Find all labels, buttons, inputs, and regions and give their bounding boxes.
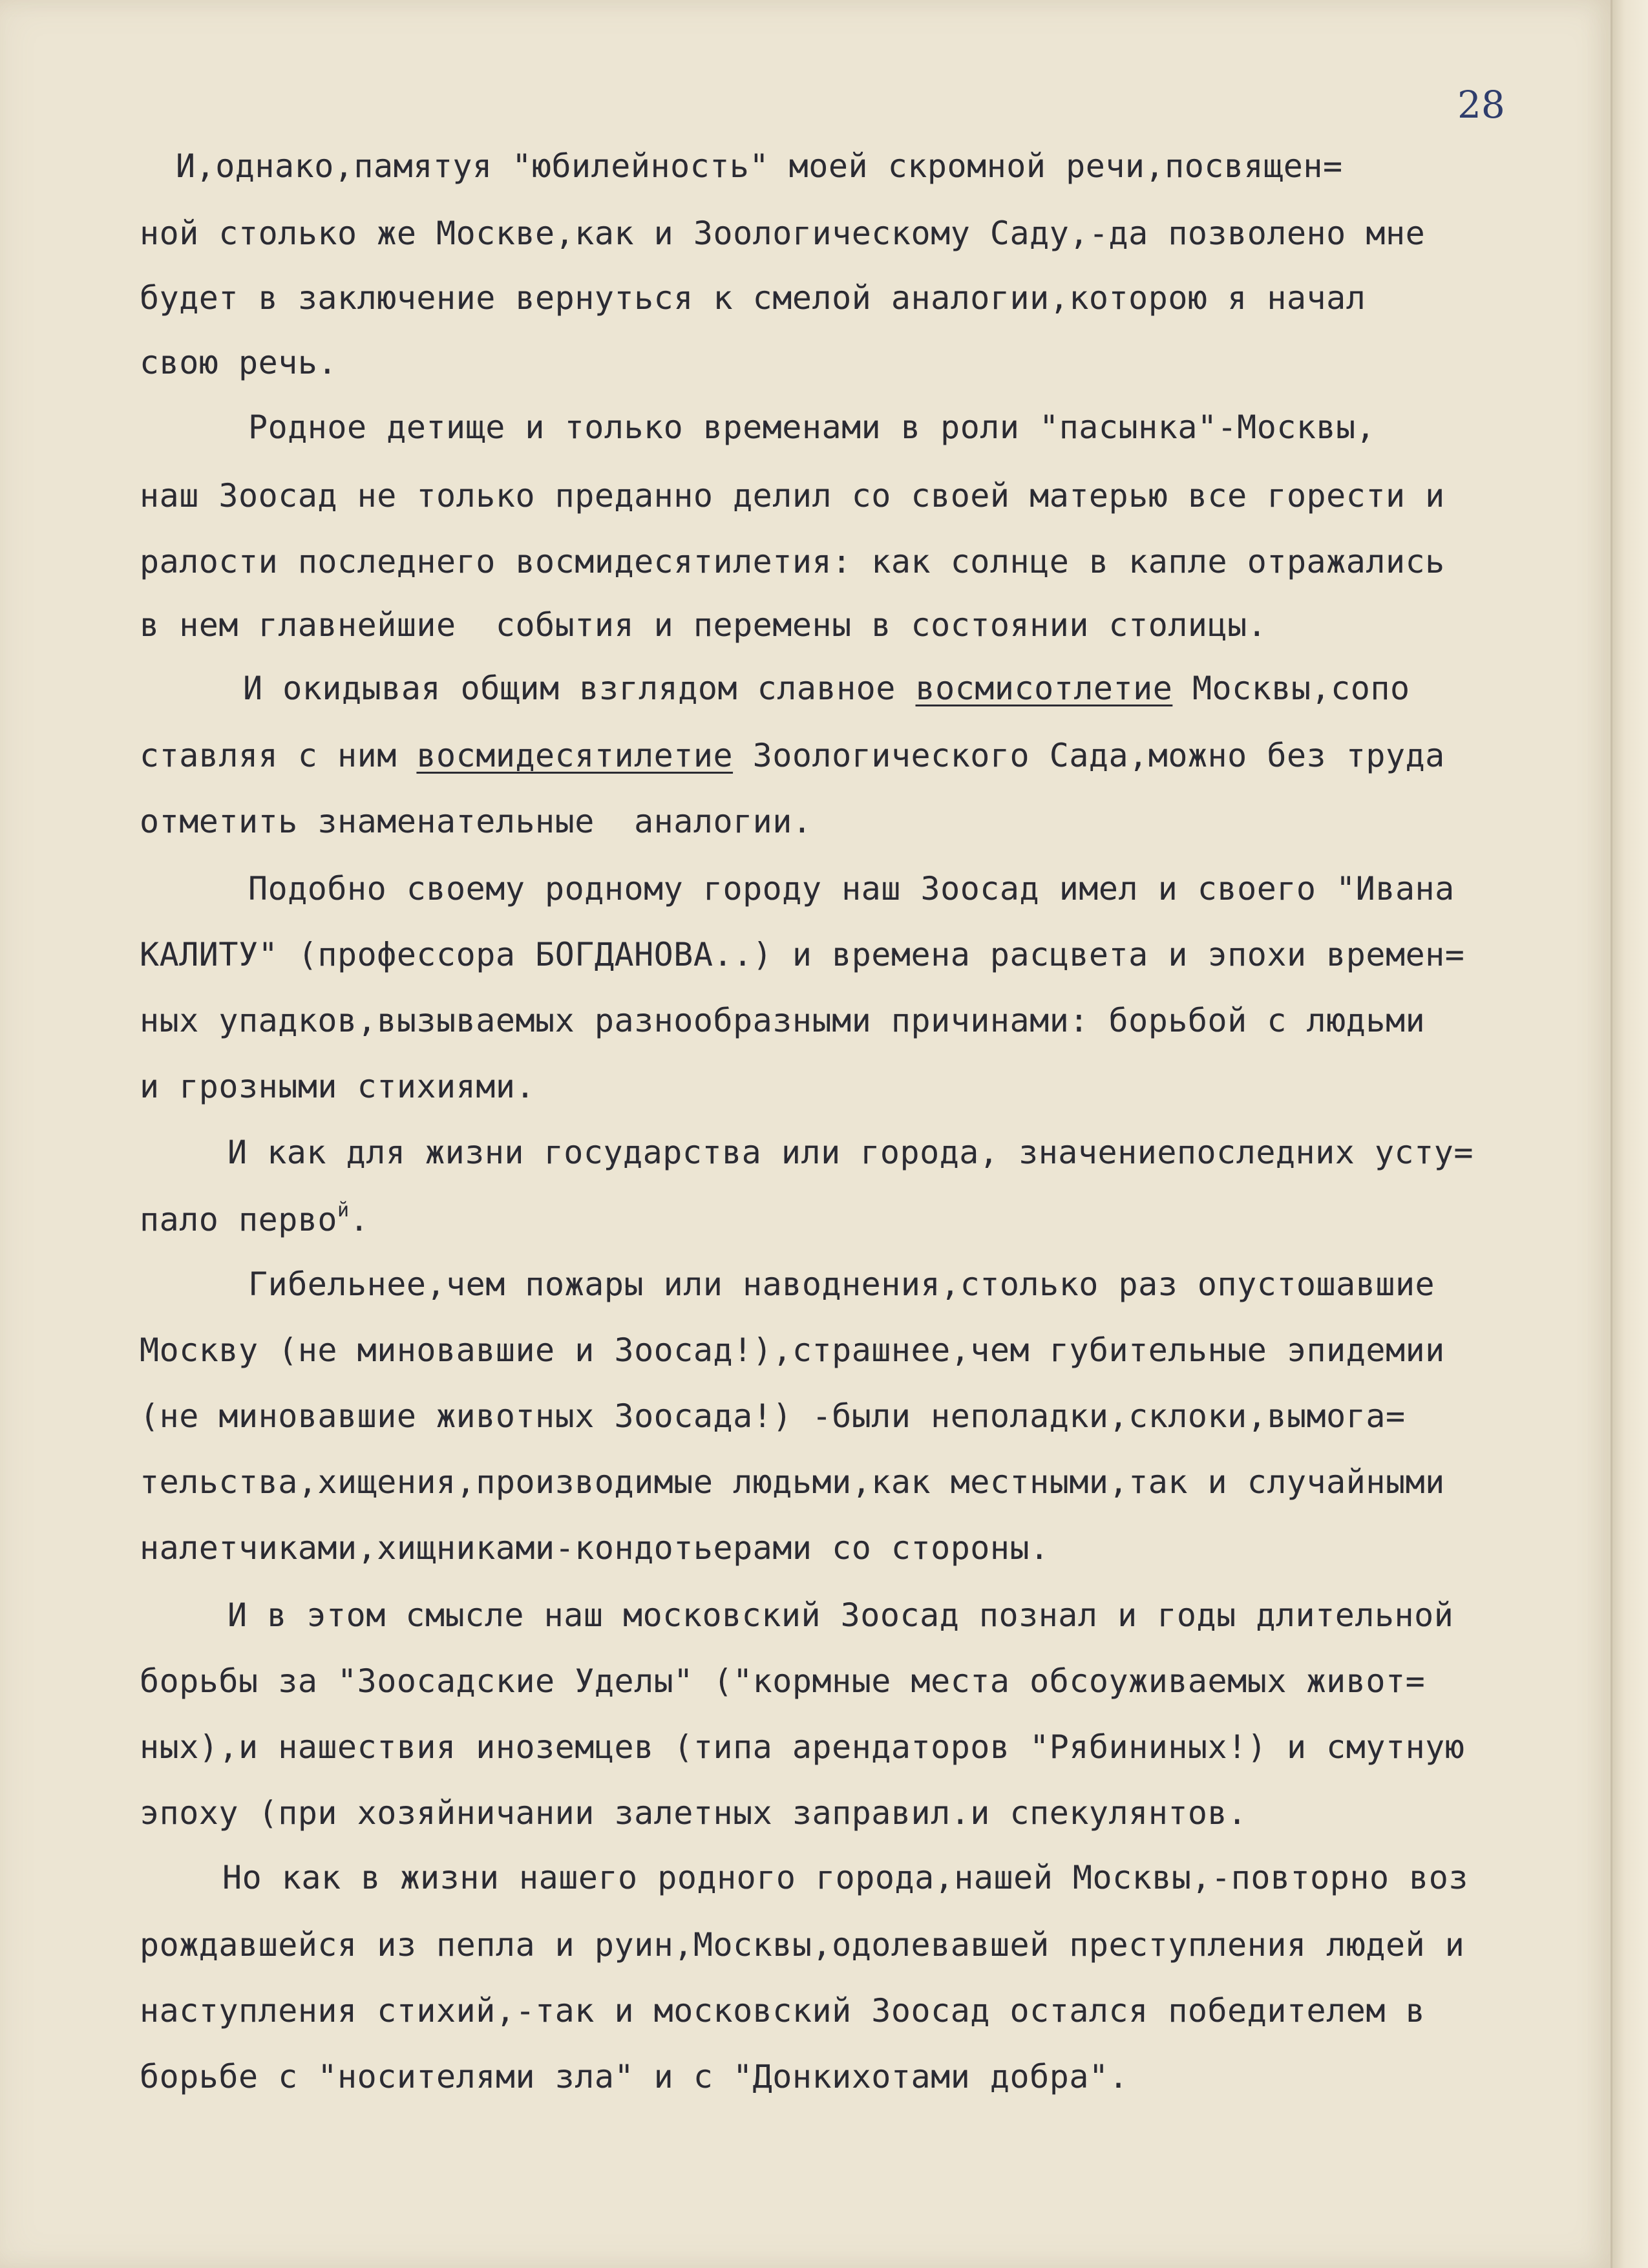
text-line: Гибельнее,чем пожары или наводнения,столько раз опустошавшие: [248, 1266, 1435, 1303]
text-line: Родное детище и только временами в роли "пасынка"-Москвы,: [248, 408, 1376, 446]
text-line: борьбе с "носителями зла" и с "Донкихотами добра".: [140, 2058, 1129, 2095]
text-segment: ставляя с ним: [140, 737, 417, 774]
text-line: ной столько же Москве,как и Зоологическому Саду,-да позволено мне: [140, 215, 1426, 252]
text-line: [140, 1201, 369, 1236]
text-line: налетчиками,хищниками-кондотьерами со стороны.: [140, 1529, 1050, 1567]
page-number: 28: [1457, 83, 1505, 127]
text-line: КАЛИТУ" (профессора БОГДАНОВА..) и времена расцвета и эпохи времен=: [140, 936, 1465, 973]
underlined-word: восмидесятилетие: [416, 737, 734, 774]
text-line: И,однако,памятуя "юбилейность" моей скромной речи,посвящен=: [176, 147, 1343, 185]
text-line: и грозными стихиями.: [140, 1068, 536, 1105]
text-line: борьбы за "Зоосадские Уделы" ("кормные места обсоуживаемых живот=: [140, 1662, 1426, 1700]
text-line: эпоху (при хозяйничании залетных заправил.и спекулянтов.: [140, 1794, 1247, 1832]
text-line: тельства,хищения,производимые людьми,как местными,так и случайными: [140, 1463, 1445, 1501]
text-segment: пало перво: [140, 1201, 338, 1238]
text-line: рождавшейся из пепла и руин,Москвы,одолевавшей преступления людей и: [140, 1926, 1465, 1964]
text-line: (не миновавшие животных Зоосада!) -были неполадки,склоки,вымога=: [140, 1397, 1406, 1435]
handwritten-correction: й: [337, 1199, 350, 1222]
text-line: Подобно своему родному городу наш Зоосад имел и своего "Ивана: [248, 870, 1455, 907]
text-line: ных упадков,вызываемых разнообразными причинами: борьбой с людьми: [140, 1002, 1426, 1039]
paper-edge: [1612, 0, 1648, 2268]
text-line: Москву (не миновавшие и Зоосад!),страшнее,чем губительные эпидемии: [140, 1331, 1445, 1369]
text-segment: Зоологического Сада,можно без труда: [733, 737, 1445, 774]
text-line: И в этом смысле наш московский Зоосад познал и годы длительной: [227, 1596, 1454, 1634]
text-line: Но как в жизни нашего родного города,нашей Москвы,-повторно воз: [222, 1859, 1468, 1896]
text-line: будет в заключение вернуться к смелой аналогии,которою я начал: [140, 279, 1366, 317]
text-segment: Москвы,сопо: [1172, 670, 1410, 707]
text-line: ралости последнего восмидесятилетия: как солнце в капле отражались: [140, 543, 1445, 580]
text-line: отметить знаменательные аналогии.: [140, 803, 812, 840]
text-segment: И окидывая общим взглядом славное: [243, 670, 916, 707]
text-line: [140, 739, 1445, 772]
underlined-word: восмисотлетие: [915, 670, 1173, 707]
text-segment: .: [349, 1201, 370, 1238]
text-line: в нем главнейшие события и перемены в состоянии столицы.: [140, 606, 1267, 644]
text-line: И как для жизни государства или города, значениепоследних усту=: [227, 1134, 1474, 1171]
text-line: [243, 672, 1410, 705]
text-line: ных),и нашествия иноземцев (типа арендаторов "Рябининых!) и смутную: [140, 1728, 1465, 1766]
text-line: наступления стихий,-так и московский Зоосад остался победителем в: [140, 1992, 1426, 2030]
text-line: наш Зоосад не только преданно делил со своей матерью все горести и: [140, 477, 1445, 514]
text-line: свою речь.: [140, 344, 338, 381]
